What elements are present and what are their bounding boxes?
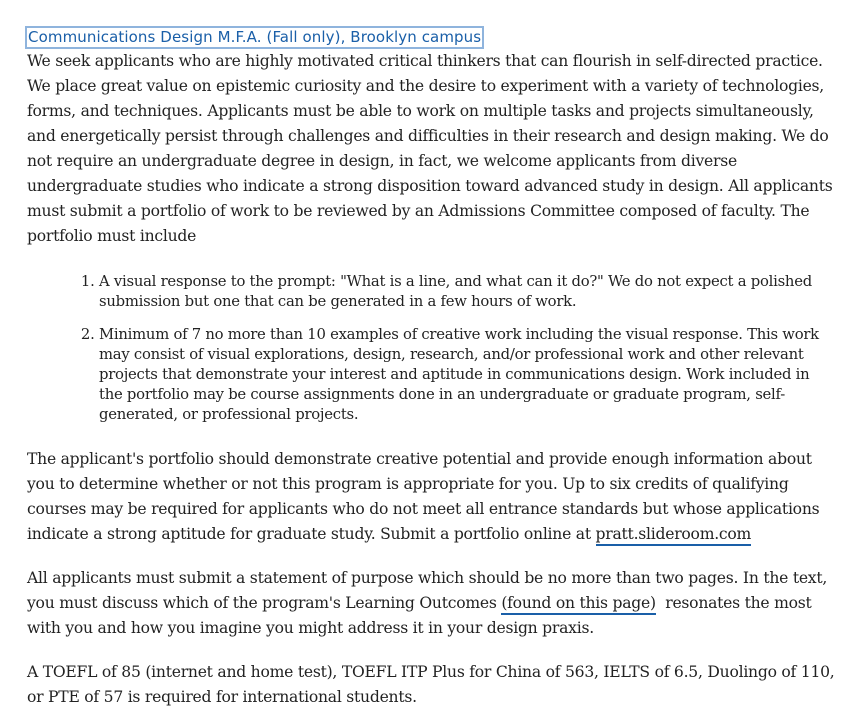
learning-outcomes-link-wrapper[interactable] (501, 594, 656, 615)
statement-text-after: resonates the most with you and how you imagine you might address it in your design praxis. (27, 594, 817, 637)
intro-paragraph: We seek applicants who are highly motivated critical thinkers that can flourish in self-directed practice. We place great value on epistemic curiosity and the desire to experiment with a variety of technologies, forms, and techniques. Applicants must be able to work on multiple tasks and projects simultaneously, and energetically persist through challenges and difficulties in their research and design making. We do not require an undergraduate degree in design, in fact, we welcome applicants from diverse undergraduate studies who indicate a strong disposition toward advanced study in design. All applicants must submit a portfolio of work to be reviewed by an Admissions Committee composed of faculty. The portfolio must include (27, 52, 833, 245)
portfolio-text: The applicant's portfolio should demonstrate creative potential and provide enough information about you to determine whether or not this program is appropriate for you. Up to six credits of qualifying courses may be required for applicants who do not meet all entrance standards but whose applications indicate a strong aptitude for graduate study. Submit a portfolio online at (27, 450, 820, 543)
admissions-content (27, 26, 835, 710)
requirement-item: 2. Minimum of 7 no more than 10 examples of creative work including the visual response. This work may consist of visual explorations, design, research, and/or professional work and other relevant projects that demonstrate your interest and aptitude in communications design. Work included in the portfolio may be course assignments done in an undergraduate or graduate program, self-generated, or professional projects. (99, 325, 835, 425)
statement-paragraph (27, 566, 835, 641)
requirement-item: 1. A visual response to the prompt: "What is a line, and what can it do?" We do not expect a polished submission but one that can be generated in a few hours of work. (99, 272, 835, 312)
learning-outcomes-link[interactable]: found on this page (507, 594, 650, 612)
portfolio-paragraph (27, 447, 835, 547)
paren-open: ( (501, 594, 508, 612)
program-heading: Communications Design M.F.A. (Fall only), Brooklyn campus (25, 26, 484, 49)
statement-text-before: All applicants must submit a statement of purpose which should be no more than two pages. In the text, you must discuss which of the program's Learning Outcomes (27, 569, 828, 612)
slideroom-link[interactable]: pratt.slideroom.com (596, 525, 752, 546)
language-requirements-paragraph: A TOEFL of 85 (internet and home test), TOEFL ITP Plus for China of 563, IELTS of 6.5, Duolingo of 110, or PTE of 57 is required for international students. (27, 663, 835, 706)
paren-close: ) (649, 594, 656, 612)
portfolio-requirements-list (27, 272, 835, 425)
